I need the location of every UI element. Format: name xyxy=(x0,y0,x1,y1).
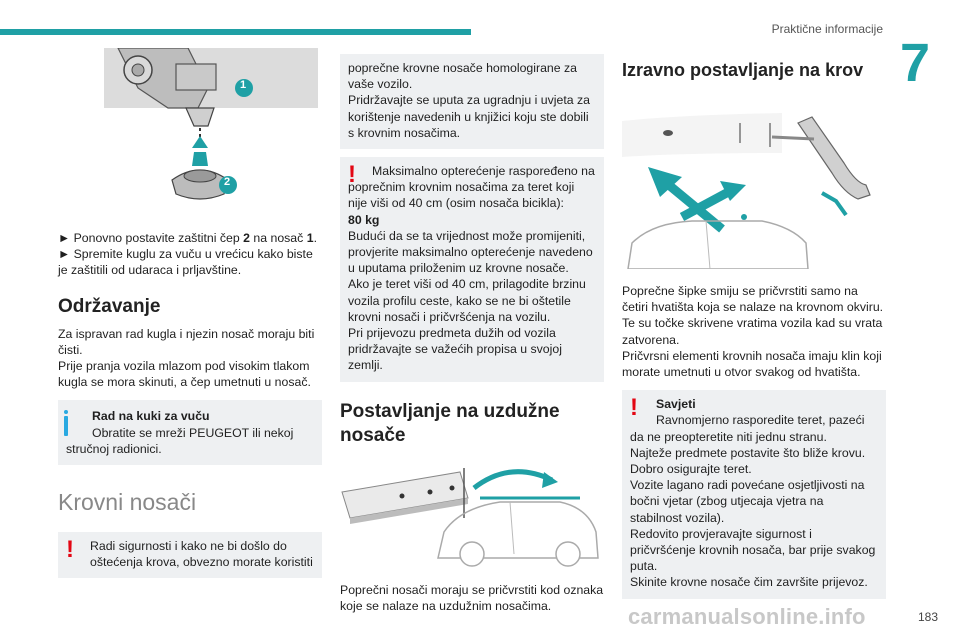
info-icon xyxy=(64,416,68,436)
heading-odrzavanje: Održavanje xyxy=(58,295,161,317)
odrzavanje-text-2: Prije pranja vozila mlazom pod visokim tlakom kugla se mora skinuti, a čep umetnuti u nosač. xyxy=(58,359,311,390)
warning-icon: ! xyxy=(66,536,74,564)
callout-1: 1 xyxy=(240,79,247,91)
bullet-store-ball: ► Spremite kuglu za vuču u vrećicu kako biste je zaštitili od udaraca i prljavštine. xyxy=(58,247,313,278)
box2-line-1: Maksimalno opterećenje raspoređeno na poprečnim krovnim nosačima za teret koji nije viši od 40 cm (osim nosača bicikla): xyxy=(348,164,595,211)
warning-icon: ! xyxy=(630,394,638,422)
savjeti-line-4: Vozite lagano radi povećane osjetljivosti na bočni vjetar (zbog utjecaja vjetra na stabilnost vozila). xyxy=(630,478,865,525)
info-box-tow-hitch xyxy=(58,400,322,465)
bullet1-text: ► Ponovno postavite zaštitni čep xyxy=(58,231,244,245)
column-middle xyxy=(340,54,604,614)
savjeti-line-5: Redovito provjeravajte sigurnost i pričvršćenje krovnih nosača, bar prije svakog puta. xyxy=(630,526,876,574)
tow-hitch-svg xyxy=(58,48,322,216)
uzduzne-text: Poprečni nosači moraju se pričvrstiti kod oznaka koje se nalaze na uzdužnim nosačima. xyxy=(340,582,604,613)
roof-direct-svg xyxy=(622,93,886,269)
chapter-number: 7 xyxy=(900,33,931,93)
watermark: carmanualsonline.info xyxy=(628,604,866,629)
heading-uzduzne-nosace: Postavljanje na uzdužne nosače xyxy=(340,400,560,446)
bullet1-mid: na nosač xyxy=(249,231,307,245)
box1-text-1: poprečne krovne nosače homologirane za vaše vozilo. xyxy=(348,61,578,92)
box2-line-3: Ako je teret viši od 40 cm, prilagodite brzinu vozila profilu ceste, kako se ne bi oštetile krovni nosači i pričvršćenja na vozilu. xyxy=(348,277,586,324)
tow-hitch-illustration xyxy=(58,48,322,216)
warning-box-continued xyxy=(340,54,604,149)
info-title: Rad na kuki za vuču xyxy=(92,409,210,424)
roof-rails-svg xyxy=(340,458,604,568)
page-header-title: Praktične informacije xyxy=(771,22,883,36)
savjeti-line-6: Skinite krovne nosače čim završite prijevoz. xyxy=(630,575,868,590)
bullet1-bold-1: 1 xyxy=(306,231,314,245)
warning-box-load xyxy=(340,157,604,382)
odrzavanje-text-1: Za ispravan rad kugla i njezin nosač moraju biti čisti. xyxy=(58,326,315,357)
roof-direct-illustration xyxy=(622,93,886,269)
warning-box-roof xyxy=(58,532,322,578)
heading-krovni-nosaci: Krovni nosači xyxy=(58,489,197,516)
savjeti-title: Savjeti xyxy=(656,397,696,412)
heading-izravno: Izravno postavljanje na krov xyxy=(622,60,864,80)
column-left xyxy=(58,48,322,578)
box1-text-2: Pridržavajte se uputa za ugradnju i uvjeta za korištenje navedenih u knjižici koju ste dobili s krovnim nosačima. xyxy=(348,93,590,140)
izravno-text-2: Pričvrsni elementi krovnih nosača imaju klin koji morate umetnuti u otvor svakog od hvatišta. xyxy=(622,348,882,380)
warning-text: Radi sigurnosti i kako ne bi došlo do oštećenja krova, obvezno morate koristiti xyxy=(90,539,313,570)
savjeti-text: Ravnomjerno rasporedite teret, pazeći da ne preopteretite niti jednu stranu. xyxy=(630,413,865,444)
savjeti-line-2: Najteže predmete postavite što bliže krovu. xyxy=(630,445,866,460)
box2-line-2: Budući da se ta vrijednost može promijeniti, provjerite maksimalno opterećenje navedeno u uputama priloženim uz krovne nosače. xyxy=(348,228,593,276)
bullet-replace-cap xyxy=(58,230,322,246)
warning-icon: ! xyxy=(348,161,356,189)
callout-2: 2 xyxy=(224,176,231,188)
warning-box-savjeti xyxy=(622,390,886,598)
bullet1-end: . xyxy=(313,231,317,245)
column-right xyxy=(622,60,886,599)
roof-rails-illustration xyxy=(340,458,604,568)
box2-line-4: Pri prijevozu predmeta dužih od vozila pridržavajte se važećih propisa u svojoj zemlji. xyxy=(348,326,562,373)
header-accent-bar xyxy=(0,29,471,35)
page-number: 183 xyxy=(917,610,938,624)
chapter-tab xyxy=(892,33,954,101)
savjeti-line-3: Dobro osigurajte teret. xyxy=(630,462,752,477)
info-text: Obratite se mreži PEUGEOT ili nekoj stručnoj radionici. xyxy=(66,425,294,456)
box2-bold: 80 kg xyxy=(348,212,380,227)
bullet1-bold-2: 2 xyxy=(243,231,250,245)
izravno-text-1: Poprečne šipke smiju se pričvrstiti samo na četiri hvatišta koja se nalaze na krovnom okviru. Te su točke skrivene vratima vozila kad su vrata zatvorena. xyxy=(622,284,884,347)
